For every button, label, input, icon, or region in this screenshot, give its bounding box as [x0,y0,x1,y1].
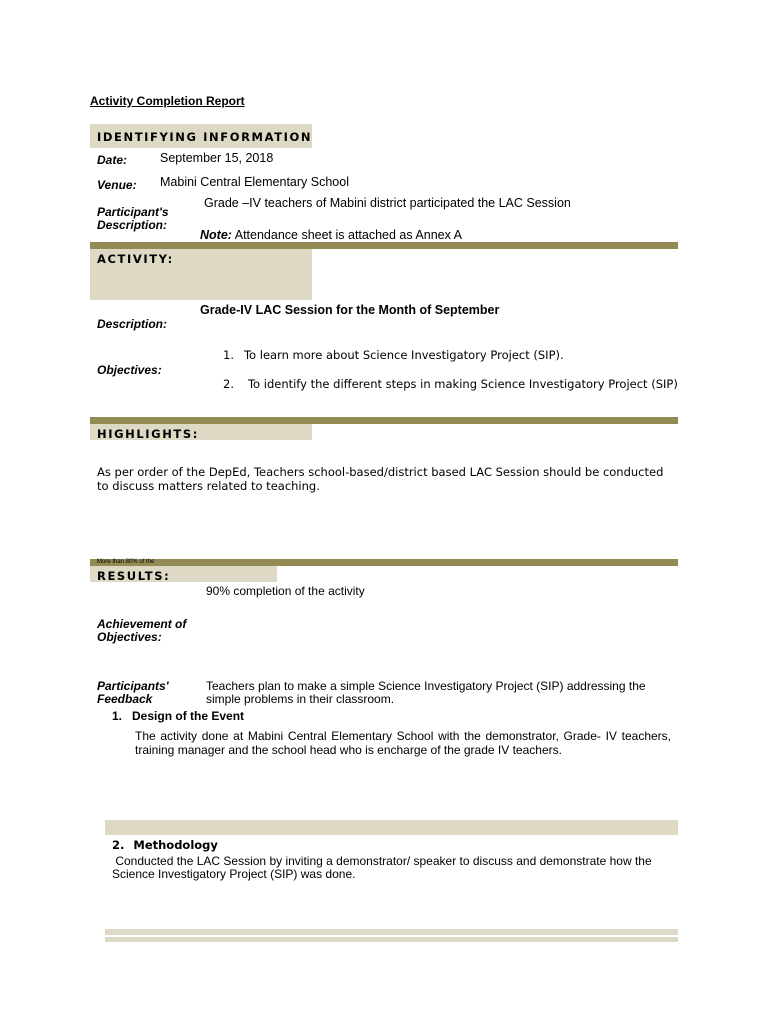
objective-number: 1. [223,348,234,362]
highlights-bar [90,417,678,424]
feedback-label-1: Participants' [97,679,169,693]
objective-item-1 [223,348,564,362]
highlights-heading: HIGHLIGHTS: [97,427,199,441]
results-bar [90,559,678,566]
objective-item-2 [223,377,678,391]
bottom-band-top [105,929,678,935]
achievement-label-1: Achievement of [97,617,187,631]
feedback-text: Teachers plan to make a simple Science Investigatory Project (SIP) addressing the simple problems in their classroom. [206,679,646,706]
methodology-number: 2. [112,838,125,852]
objective-text: To identify the different steps in making Science Investigatory Project (SIP) [247,377,678,391]
design-number: 1. [112,709,123,723]
completion-value: 90% completion of the activity [206,584,365,598]
date-label: Date: [97,153,128,167]
design-title: Design of the Event [132,709,245,723]
venue-label: Venue: [97,178,137,192]
methodology-heading [112,838,218,852]
note-label: Note: [200,228,232,242]
venue-value: Mabini Central Elementary School [160,175,349,189]
objective-number: 2. [223,377,234,391]
participants-label-2: Description: [97,218,168,232]
highlights-text: As per order of the DepEd, Teachers school-based/district based LAC Session should be conducted to discuss matters related to teaching. [97,465,664,493]
activity-title: Grade-IV LAC Session for the Month of September [200,303,500,317]
participants-label-1: Participant's [97,205,169,219]
attendance-note [200,228,462,242]
identifying-heading: IDENTIFYING INFORMATION [97,130,313,144]
activity-heading: ACTIVITY: [97,252,174,266]
design-heading [112,709,244,723]
results-heading: RESULTS: [97,569,171,583]
report-title: Activity Completion Report [90,94,245,108]
methodology-band [105,820,678,835]
date-value: September 15, 2018 [160,151,274,165]
results-bar-note: More than 80% of the [97,559,155,565]
methodology-title: Methodology [133,838,218,852]
achievement-label-2: Objectives: [97,630,162,644]
design-text: The activity done at Mabini Central Elementary School with the demonstrator, Grade- IV teachers, training manager and the school head who is encharge of the grade IV teachers. [135,729,671,757]
objectives-label: Objectives: [97,363,162,377]
note-value: Attendance sheet is attached as Annex A [231,228,462,242]
bottom-band-bottom [105,937,678,942]
feedback-label-2: Feedback [97,692,153,706]
activity-bar [90,242,678,249]
description-label: Description: [97,317,168,331]
methodology-text: Conducted the LAC Session by inviting a demonstrator/ speaker to discuss and demonstrate how the Science Investigatory Project (SIP) was done. [112,854,655,881]
objective-text: To learn more about Science Investigatory Project (SIP). [243,348,564,362]
participants-value: Grade –IV teachers of Mabini district participated the LAC Session [204,196,571,210]
